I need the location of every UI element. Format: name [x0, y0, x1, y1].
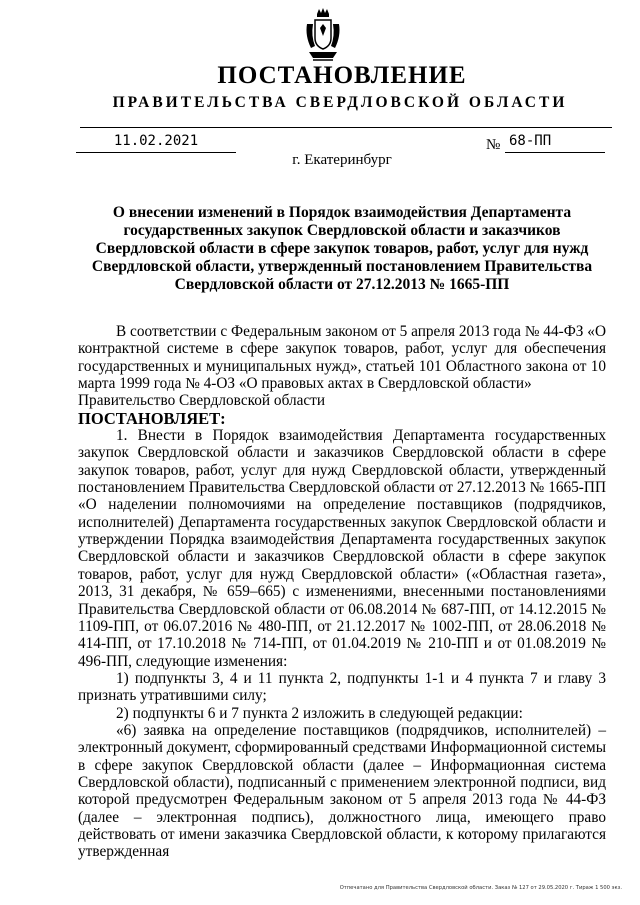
subitem-1-paragraph: 1) подпункты 3, 4 и 11 пункта 2, подпункты 1-1 и 4 пункта 7 и главу 3 признать утратившими силу;: [78, 669, 606, 705]
resolves-heading: ПОСТАНОВЛЯЕТ:: [78, 408, 226, 428]
document-type-title: ПОСТАНОВЛЕНИЕ: [217, 62, 467, 89]
document-number: 68-ПП: [509, 133, 552, 149]
document-date: 11.02.2021: [113, 133, 199, 149]
print-footer: Отпечатано для Правительства Свердловской области. Заказ № 127 от 29.05.2020 г. Тираж 1 500 экз.: [339, 885, 622, 891]
issuer-paragraph: Правительство Свердловской области: [78, 392, 326, 410]
document-body: [78, 323, 606, 861]
document-heading: О внесении изменений в Порядок взаимодействия Департамента государственных закупок Свердловской области и заказчиков Свердловской области в сфере закупок товаров, работ, услуг для нужд Свердловской области, утвержденный постановлением Правительства Свердловской области от 27.12.2013 № 1665-ПП: [91, 204, 593, 293]
document-city: г. Екатеринбург: [292, 152, 392, 168]
subitem-2-paragraph: 2) подпункты 6 и 7 пункта 2 изложить в следующей редакции:: [116, 704, 523, 722]
number-sign: №: [486, 137, 501, 153]
quoted-subitem-6-paragraph: «6) заявка на определение поставщиков (подрядчиков, исполнителей) – электронный документ, сформированный средствами Информационной системы в сфере закупок Свердловской области (далее – Информационная система Свердловской области), подписанный с применением электронной подписи, вид которой предусмотрен Федеральным законом от 5 апреля 2013 года № 44-ФЗ (далее – электронная подпись), должностного лица, имеющего право действовать от имени заказчика Свердловской области, к которому прилагаются утвержденная: [78, 721, 606, 861]
item-1-paragraph: 1. Внести в Порядок взаимодействия Департамента государственных закупок Свердловской области и заказчиков Свердловской области в сфере закупок товаров, работ, услуг для нужд Свердловской области, утвержденный постановлением Правительства Свердловской области от 27.12.2013 № 1665-ПП «О наделении полномочиями на определение поставщиков (подрядчиков, исполнителей) Департамента государственных закупок Свердловской области и утверждении Порядка взаимодействия Департамента государственных закупок Свердловской области и заказчиков Свердловской области в сфере закупок товаров, работ, услуг для нужд Свердловской области» («Областная газета», 2013, 31 декабря, № 659–665) с изменениями, внесенными постановлениями Правительства Свердловской области от 06.08.2014 № 687-ПП, от 14.12.2015 № 1109-ПП, от 06.07.2016 № 480-ПП, от 21.12.2017 № 1002-ПП, от 28.06.2018 № 414-ПП, от 17.10.2018 № 714-ПП, от 01.04.2019 № 210-ПП и от 01.08.2019 № 496-ПП, следующие изменения:: [78, 427, 606, 670]
preamble-paragraph: В соответствии с Федеральным законом от 5 апреля 2013 года № 44-ФЗ «О контрактной системе в сфере закупок товаров, работ, услуг для обеспечения государственных и муниципальных нужд», статьей 101 Областного закона от 10 марта 1999 года № 4-ОЗ «О правовых актах в Свердловской области»: [78, 323, 606, 393]
header-divider: [80, 127, 612, 128]
coat-of-arms-icon: [303, 6, 343, 66]
issuing-authority: ПРАВИТЕЛЬСТВА СВЕРДЛОВСКОЙ ОБЛАСТИ: [112, 94, 568, 111]
